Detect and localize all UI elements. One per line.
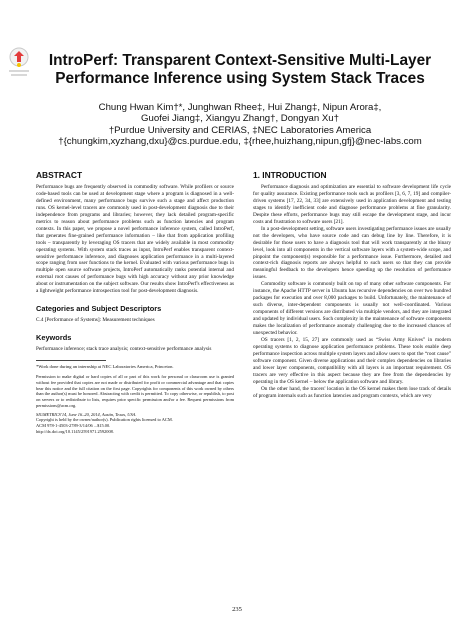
paper-header (36, 52, 444, 147)
introduction-heading: 1. INTRODUCTION (253, 170, 327, 180)
intro-paragraph: Performance diagnosis and optimization are essential to software development life cycle for quality assurance. Existing performance tools such as profilers [3, 6, 7, 19] and compiler-driven systems [17, 22, 34, 33] are extensively used in application development and testing stages to identify inefficient code and diagnose performance problems at fine granularity. Despite these efforts, performance bugs may still escape the development stage, and incur costs and frustration to software users [21]. (253, 184, 451, 225)
intro-paragraph: On the other hand, the tracers' location in the OS kernel makes them lose track of details of program internals such as function latencies and program contexts, which are very (253, 385, 451, 399)
right-column (253, 170, 451, 400)
doi-line: http://dx.doi.org/10.1145/2591971.2592008. (36, 428, 114, 434)
author-block (36, 102, 444, 147)
internship-footnote: *Work done during an internship at NEC Laboratories America, Princeton. (36, 364, 174, 370)
title-line-1: IntroPerf: Transparent Context-Sensitive Multi-Layer (48, 52, 432, 69)
copyright-line: Copyright is held by the owner/author(s). Publication rights licensed to ACM. (36, 417, 173, 423)
affiliation: †Purdue University and CERIAS, ‡NEC Laboratories America (108, 124, 372, 136)
intro-paragraph: Commodity software is commonly built on top of many other software components. For instance, the Apache HTTP server in Ubuntu has recursive dependencies on over two hundred packages for execution and over 8,000 packages to build. Unfortunately, the maintenance of such diverse, inter-dependent components is usually not well-coordinated. Various components of different versions are distributed via multiple vendors, and they are integrated and updated by individual users. Such complexity in the maintenance of software components makes the localization of performance anomaly challenging due to the increased chances of unexpected behavior. (253, 281, 451, 337)
author-emails: †{chungkim,xyzhang,dxu}@cs.purdue.edu, ‡{rhee,huizhang,nipun,gfj}@nec-labs.com (58, 135, 422, 147)
page-number: 235 (232, 606, 242, 613)
intro-paragraph: In a post-development setting, software users investigating performance issues are usually not the developers, who have source code and can debug line by line. Therefore, it is desirable for those users to have a diagnosis tool that will work transparently at the binary level, look into all components in the vertical software layers with a system-wide scope, and pinpoint the component(s) responsible for a performance issue. Furthermore, detailed and context-rich diagnosis reports are always helpful to such users so that they can provide meaningful feedback to the developers hence speeding up the resolution of performance issues. (253, 225, 451, 281)
keywords-text: Performance inference; stack trace analysis; context-sensitive performance analysis (36, 346, 212, 353)
footnote-divider (36, 360, 106, 361)
abstract-text: Performance bugs are frequently observed in commodity software. While profilers or source code-based tools can be used at development stage where a program is diagnosed in a well-defined environment, many performance bugs survive such a stage and affect production runs. OS kernel-level tracers are commonly used in post-development diagnosis due to their independence from programs and libraries; however, they lack detailed program-specific metrics to reason about performance problems such as function latencies and program contexts. In this paper, we propose a novel performance inference system, called IntroPerf, that generates fine-grained performance information – like that from application profiling tools – transparently by leveraging OS tracers that are widely available in most commodity operating systems. With system stack traces as input, IntroPerf enables transparent context-sensitive performance inference, and diagnoses application performance in a multi-layered scope ranging from user functions to the kernel. Evaluated with various performance bugs in multiple open source software projects, IntroPerf automatically ranks potential internal and external root causes of performance bugs with high accuracy without any prior knowledge about or instrumentation on the subject software. Our results show IntroPerf's effectiveness as a lightweight performance introspection tool for post-development diagnosis. (36, 184, 234, 295)
paper-title (36, 52, 444, 88)
keywords-heading: Keywords (36, 333, 72, 343)
permission-notice: Permission to make digital or hard copies of all or part of this work for personal or classroom use is granted without fee provided that copies are not made or distributed for profit or commercial advantage and that copies bear this notice and the full citation on the first page. Copyrights for components of this work owned by others than the author(s) must be honored. Abstracting with credit is permitted. To copy otherwise, or republish, to post on servers or to redistribute to lists, requires prior specific permission and/or a fee. Request permissions from permissions@acm.org. (36, 374, 234, 408)
authors-line-1: Chung Hwan Kim†*, Junghwan Rhee‡, Hui Zhang‡, Nipun Arora‡, (98, 102, 382, 113)
publication-info (36, 412, 234, 435)
title-line-2: Performance Inference using System Stack Traces (55, 70, 425, 87)
acm-isbn-line: ACM 978-1-4503-2789-3/14/06 ...$15.00. (36, 423, 111, 429)
categories-text: C.4 [Performance of Systems]: Measurement techniques (36, 317, 155, 324)
authors-line-2: Guofei Jiang‡, Xiangyu Zhang†, Dongyan Xu† (141, 113, 339, 125)
conference-line: SIGMETRICS'14, June 16–20, 2014, Austin, Texas, USA. (36, 411, 137, 417)
categories-heading: Categories and Subject Descriptors (36, 304, 162, 314)
abstract-heading: ABSTRACT (36, 170, 83, 180)
intro-paragraph: OS tracers [1, 2, 15, 27] are commonly used as “Swiss Army Knives” in modern operating systems to diagnose application performance problems. These tools enable deep performance inspection across multiple system layers and allow users to spot the “root cause” software component. Given diverse applications and their complex dependencies on libraries and lower layer components, compatibility with all layers is an important requirement. OS tracers are very effective in this aspect because they are free from the dependencies by operating in the OS kernel – below the application software and library. (253, 336, 451, 385)
check-for-updates-icon (8, 46, 30, 80)
left-column (36, 170, 234, 435)
